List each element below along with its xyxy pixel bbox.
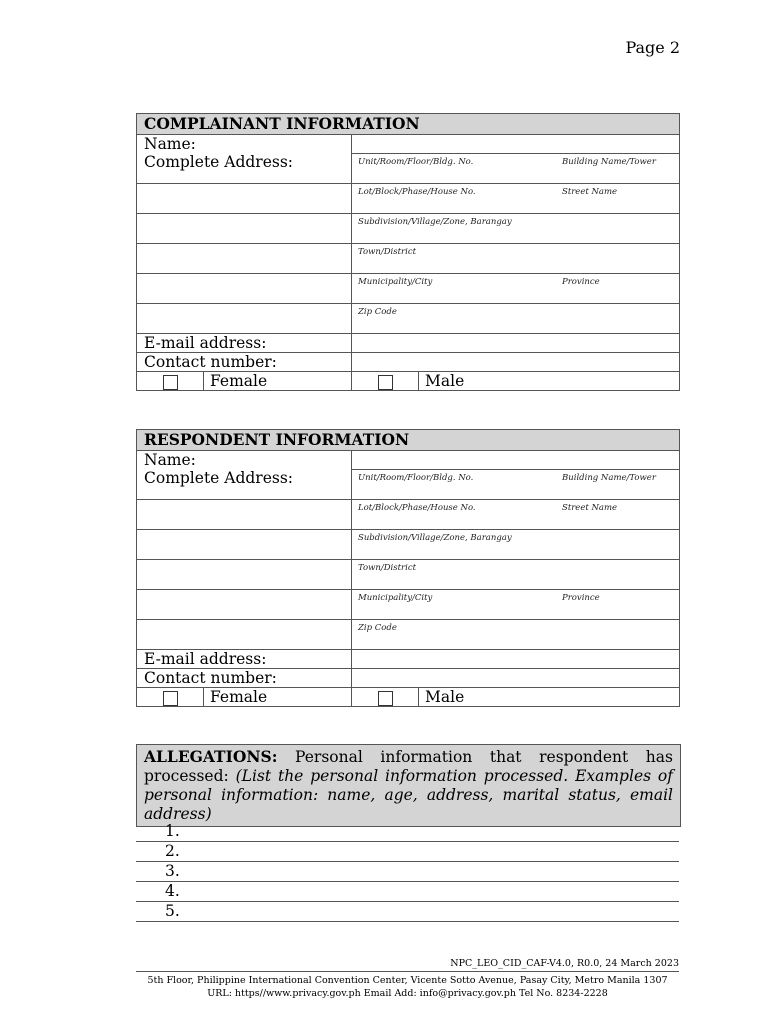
respondent-contact-field[interactable] [352,668,680,687]
respondent-email-field[interactable] [352,649,680,668]
page-number: Page 2 [625,38,680,57]
footer-address: 5th Floor, Philippine International Convention Center, Vicente Sotto Avenue, Pasay City, Metro Manila 1307 [147,975,668,986]
hint-municipality: Municipality/City [358,592,433,603]
address-spacer [137,499,352,529]
complainant-unit-field[interactable] [352,153,680,183]
complainant-address-label: Complete Address: [137,153,352,183]
allegation-line-4[interactable] [136,882,679,902]
allegation-line-1[interactable] [136,822,679,842]
respondent-unit-field[interactable] [352,469,680,499]
address-spacer [137,243,352,273]
complainant-female-checkbox-cell[interactable] [137,371,204,390]
address-spacer [137,529,352,559]
respondent-town-field[interactable] [352,559,680,589]
address-spacer [137,619,352,649]
complainant-municipality-field[interactable] [352,273,680,303]
hint-street: Street Name [562,502,618,513]
respondent-zip-field[interactable] [352,619,680,649]
respondent-male-checkbox-cell[interactable] [352,687,419,706]
respondent-name-label: Name: [137,451,352,470]
complainant-name-field[interactable] [352,135,680,154]
hint-province: Province [562,276,600,287]
female-checkbox[interactable] [163,375,178,390]
hint-town: Town/District [358,246,417,257]
complainant-male-label: Male [419,371,680,390]
hint-province: Province [562,592,600,603]
list-number: 5. [165,902,180,920]
hint-street: Street Name [562,186,618,197]
complainant-contact-label: Contact number: [137,352,352,371]
complainant-name-label: Name: [137,135,352,154]
list-number: 4. [165,882,180,900]
hint-unit: Unit/Room/Floor/Bldg. No. [358,156,474,167]
address-spacer [137,213,352,243]
hint-zip: Zip Code [358,622,397,633]
complainant-female-label: Female [204,371,352,390]
allegations-text: Personal information that respondent has processed: [144,748,673,785]
footer-contact: URL: https//www.privacy.gov.ph Email Add: info@privacy.gov.ph Tel No. 8234-2228 [207,988,608,999]
respondent-section-title: RESPONDENT INFORMATION [137,430,680,451]
hint-subdivision: Subdivision/Village/Zone, Barangay [358,532,512,543]
respondent-name-field[interactable] [352,451,680,470]
male-checkbox[interactable] [378,375,393,390]
address-spacer [137,559,352,589]
address-spacer [137,183,352,213]
complainant-zip-field[interactable] [352,303,680,333]
address-spacer [137,303,352,333]
complainant-lot-field[interactable] [352,183,680,213]
list-number: 2. [165,842,180,860]
allegations-heading: ALLEGATIONS: [144,747,278,766]
hint-lot: Lot/Block/Phase/House No. [358,186,476,197]
complainant-contact-field[interactable] [352,352,680,371]
male-checkbox[interactable] [378,691,393,706]
allegation-line-5[interactable] [136,902,679,922]
complainant-male-checkbox-cell[interactable] [352,371,419,390]
list-number: 3. [165,862,180,880]
complainant-subdivision-field[interactable] [352,213,680,243]
female-checkbox[interactable] [163,691,178,706]
hint-building: Building Name/Tower [562,156,656,167]
respondent-email-label: E-mail address: [137,649,352,668]
complainant-info-table [136,113,680,391]
respondent-male-label: Male [419,687,680,706]
allegation-line-3[interactable] [136,862,679,882]
address-spacer [137,273,352,303]
respondent-info-table [136,429,680,707]
address-spacer [137,589,352,619]
list-number: 1. [165,822,180,840]
respondent-municipality-field[interactable] [352,589,680,619]
respondent-female-checkbox-cell[interactable] [137,687,204,706]
complainant-email-field[interactable] [352,333,680,352]
allegations-list [136,822,679,922]
hint-lot: Lot/Block/Phase/House No. [358,502,476,513]
allegations-instruction: (List the personal information processed. Examples of personal information: name, age, address, marital status, email address) [144,767,673,823]
allegation-line-2[interactable] [136,842,679,862]
hint-subdivision: Subdivision/Village/Zone, Barangay [358,216,512,227]
hint-zip: Zip Code [358,306,397,317]
respondent-contact-label: Contact number: [137,668,352,687]
hint-municipality: Municipality/City [358,276,433,287]
respondent-subdivision-field[interactable] [352,529,680,559]
complainant-section-title: COMPLAINANT INFORMATION [137,114,680,135]
respondent-female-label: Female [204,687,352,706]
complainant-town-field[interactable] [352,243,680,273]
hint-town: Town/District [358,562,417,573]
allegations-box [136,744,681,827]
respondent-address-label: Complete Address: [137,469,352,499]
document-id: NPC_LEO_CID_CAF-V4.0, R0.0, 24 March 2023 [450,958,679,969]
complainant-email-label: E-mail address: [137,333,352,352]
respondent-lot-field[interactable] [352,499,680,529]
hint-building: Building Name/Tower [562,472,656,483]
footer [136,971,679,1000]
hint-unit: Unit/Room/Floor/Bldg. No. [358,472,474,483]
